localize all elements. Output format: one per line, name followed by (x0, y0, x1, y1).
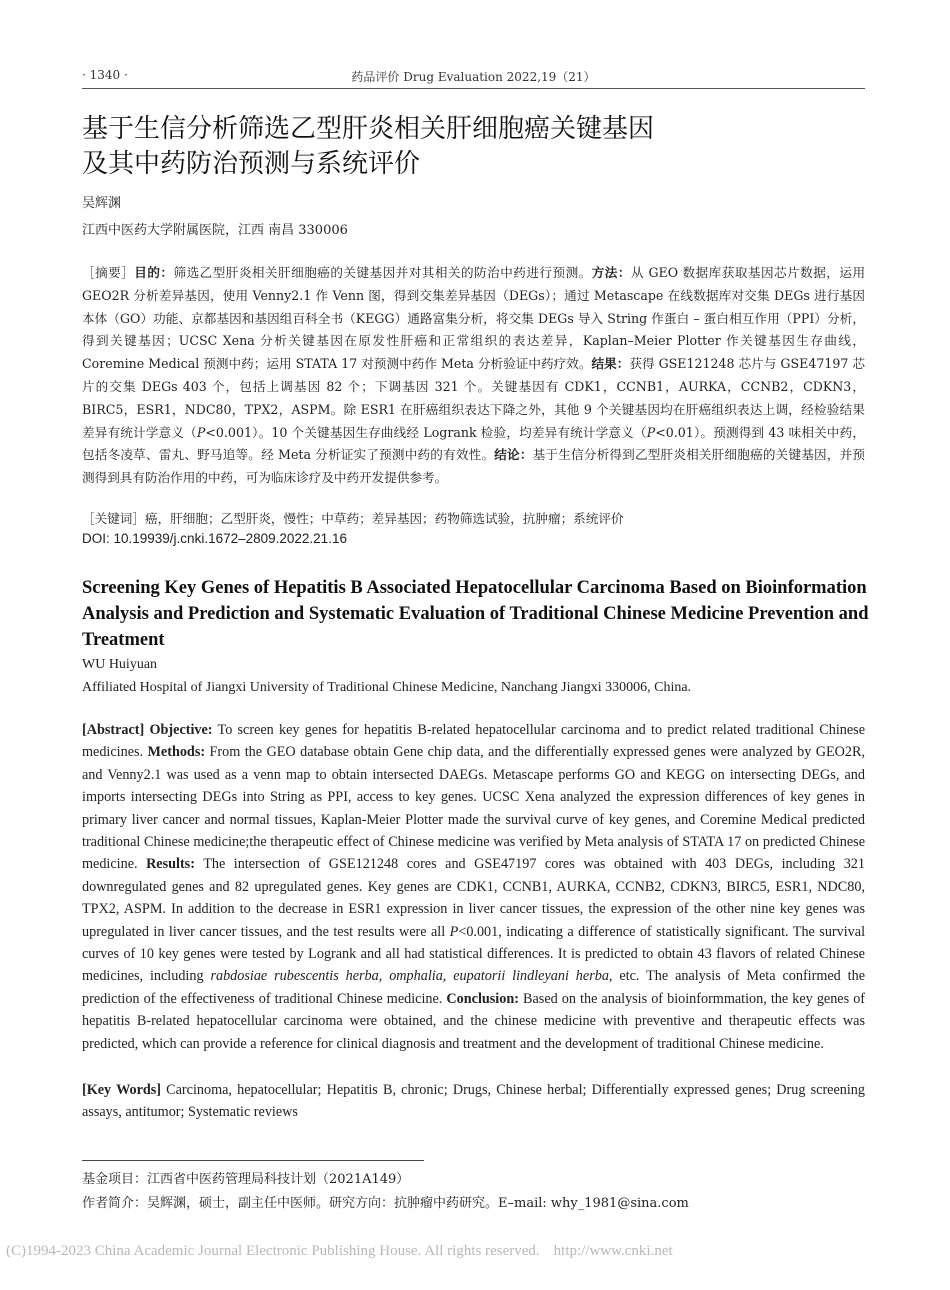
p-value-symbol: P (449, 923, 459, 940)
results-cn-label: 结果： (591, 356, 630, 372)
abstract-en-label: [Abstract] (82, 722, 145, 738)
keywords-chinese (82, 508, 865, 527)
objective-cn-label: 目的： (134, 265, 174, 280)
p-value-symbol: P (196, 424, 206, 440)
p-value-symbol: P (646, 424, 656, 440)
methods-en-label: Methods: (147, 744, 206, 761)
copyright-watermark (6, 1243, 926, 1260)
objective-cn-text: 筛选乙型肝炎相关肝细胞癌的关键基因并对其相关的防治中药进行预测。 (173, 265, 592, 280)
results-en-text-2: <0.001, indicating a difference of statistically significant. The survival curves of 10 key genes were tested by Logrank and all had statistical differences. It is predicted to obtain 43 flavors of related Chinese medicines, including (82, 923, 866, 985)
running-header (82, 64, 865, 89)
methods-cn-text: 从 GEO 数据库获取基因芯片数据，运用 GEO2R 分析差异基因，使用 Venny2.1 作 Venn 图，得到交集差异基因（DEGs）；通过 Metascape 在线数据库对交集 DEGs 进行基因本体（GO）功能、京都基因和基因组百科全书（KEGG）通路富集分析，将交集 DEGs 导入 String 作蛋白 – 蛋白相互作用（PPI）分析，得到关键基因；UCSC Xena 分析关键基因在原发性肝癌和正常组织的表达差异，Kaplan–Meier Plotter 作关键基因生存曲线，Coremine Medical 预测中药；运用 STATA 17 对预测中药作 Meta 分析验证中药疗效。 (82, 265, 866, 372)
funding-note: 基金项目：江西省中医药管理局科技计划（2021A149） (82, 1172, 410, 1187)
keywords-cn-label: ［关键词］ (82, 511, 145, 526)
keywords-cn-text: 癌，肝细胞；乙型肝炎，慢性；中草药；差异基因；药物筛选试验，抗肿瘤；系统评价 (144, 511, 624, 526)
cnki-url: http://www.cnki.net (553, 1243, 673, 1259)
methods-en-text: From the GEO database obtain Gene chip data, and the differentially expressed genes were analyzed by GEO2R, and Venny2.1 was used as a venn map to obtain intersected DAEGs. Metascape performs GO and KEGG on intersecting DEGs, and imports intersecting DEGs into String as PPI, access to key genes. UCSC Xena analyzed the expression differences of key genes in primary liver cancer and normal tissues, Kaplan-Meier Plotter made the survival curve of key genes, and Coremine Medical predicted traditional Chinese medicine;the therapeutic effect of Chinese medicine was verified by Meta analysis of STATA 17 on predicted Chinese medicine. (82, 744, 866, 873)
title-english: Screening Key Genes of Hepatitis B Associated Hepatocellular Carcinoma Based on Bioinformation Analysis and Prediction and Systematic Evaluation of Traditional Chinese Medicine Prevention and Treatment (82, 578, 869, 650)
abstract-english (82, 719, 865, 1055)
title-chinese-line2: 及其中药防治预测与系统评价 (82, 149, 421, 179)
results-en-text-3: , etc. The analysis of Meta confirmed the prediction of the effectiveness of traditional Chinese medicine. (82, 968, 865, 1007)
affiliation-chinese: 江西中医药大学附属医院，江西 南昌 330006 (82, 223, 348, 238)
author-chinese: 吴辉渊 (82, 196, 122, 211)
keywords-en-label: [Key Words] (82, 1082, 161, 1098)
author-english: WU Huiyuan (82, 657, 158, 672)
keywords-english (82, 1079, 865, 1124)
author-bio-note: 作者简介：吴辉渊，硕士，副主任中医师。研究方向：抗肿瘤中药研究。E–mail: why_1981@sina.com (82, 1196, 689, 1211)
affiliation-english: Affiliated Hospital of Jiangxi University of Traditional Chinese Medicine, Nanchang Jiangxi 330006, China. (82, 680, 692, 695)
herb-names: rabdosiae rubescentis herba, omphalia, eupatorii lindleyani herba (210, 968, 609, 985)
results-cn-text-2: <0.001）。10 个关键基因生存曲线经 Logrank 检验，均差异有统计学意义（ (205, 424, 647, 440)
results-cn-text-3: <0.01）。预测得到 43 味相关中药，包括冬凌草、雷丸、野马追等。经 Meta 分析证实了预测中药的有效性。 (82, 424, 866, 463)
title-chinese-line1: 基于生信分析筛选乙型肝炎相关肝细胞癌关键基因 (82, 114, 655, 144)
abstract-chinese (82, 262, 865, 490)
title-chinese (82, 112, 865, 182)
results-en-text-1: The intersection of GSE121248 cores and GSE47197 cores was obtained with 403 DEGs, including 321 downregulated genes and 82 upregulated genes. Key genes are CDK1, CCNB1, AURKA, CCNB2, CDKN3, BIRC5, ESR1, NDC80, TPX2, ASPM. In addition to the decrease in ESR1 expression in liver cancer tissues, the expression of the other nine key genes was upregulated in liver cancer tissues, and the test results were all (82, 856, 865, 940)
conclusion-en-label: Conclusion: (446, 990, 519, 1007)
keywords-en-text: Carcinoma, hepatocellular; Hepatitis B, chronic; Drugs, Chinese herbal; Differentially expressed genes; Drug screening assays, antitumor; Systematic reviews (82, 1082, 865, 1121)
copyright-text: (C)1994-2023 China Academic Journal Electronic Publishing House. All rights reserved. (6, 1243, 540, 1259)
objective-en-label: Objective: (149, 722, 213, 738)
conclusion-cn-text: 基于生信分析得到乙型肝炎相关肝细胞癌的关键基因，并预测得到具有防治作用的中药，可为临床诊疗及中药开发提供参考。 (82, 447, 865, 486)
footnote-divider (82, 1160, 424, 1161)
results-cn-text-1: 获得 GSE121248 芯片与 GSE47197 芯片的交集 DEGs 403 个，包括上调基因 82 个；下调基因 321 个。关键基因有 CDK1，CCNB1，AURKA，CCNB2，CDKN3，BIRC5，ESR1，NDC80，TPX2，ASPM。除 ESR1 在肝癌组织表达下降之外，其他 9 个关键基因均在肝癌组织表达上调，经检验结果差异有统计学意义（ (82, 356, 865, 440)
methods-cn-label: 方法： (591, 265, 631, 280)
objective-en-text: To screen key genes for hepatitis B-related hepatocellular carcinoma and to predict related traditional Chinese medicines. (82, 722, 865, 761)
conclusion-en-text: Based on the analysis of bioinformmation, the key genes of hepatitis B-related hepatocellular carcinoma were obtained, and the chinese medicine with preventive and therapeutic effects was predicted, which can provide a reference for clinical diagnosis and treatment and the development of traditional Chinese medicine. (82, 990, 866, 1052)
doi: DOI: 10.19939/j.cnki.1672–2809.2022.21.16 (82, 531, 347, 546)
results-en-label: Results: (146, 856, 195, 873)
conclusion-cn-label: 结论： (494, 447, 533, 463)
abstract-cn-label: ［摘要］ (82, 265, 135, 280)
journal-name: 药品评价 Drug Evaluation 2022,19（21） (351, 70, 596, 84)
page-number: · 1340 · (82, 68, 128, 82)
